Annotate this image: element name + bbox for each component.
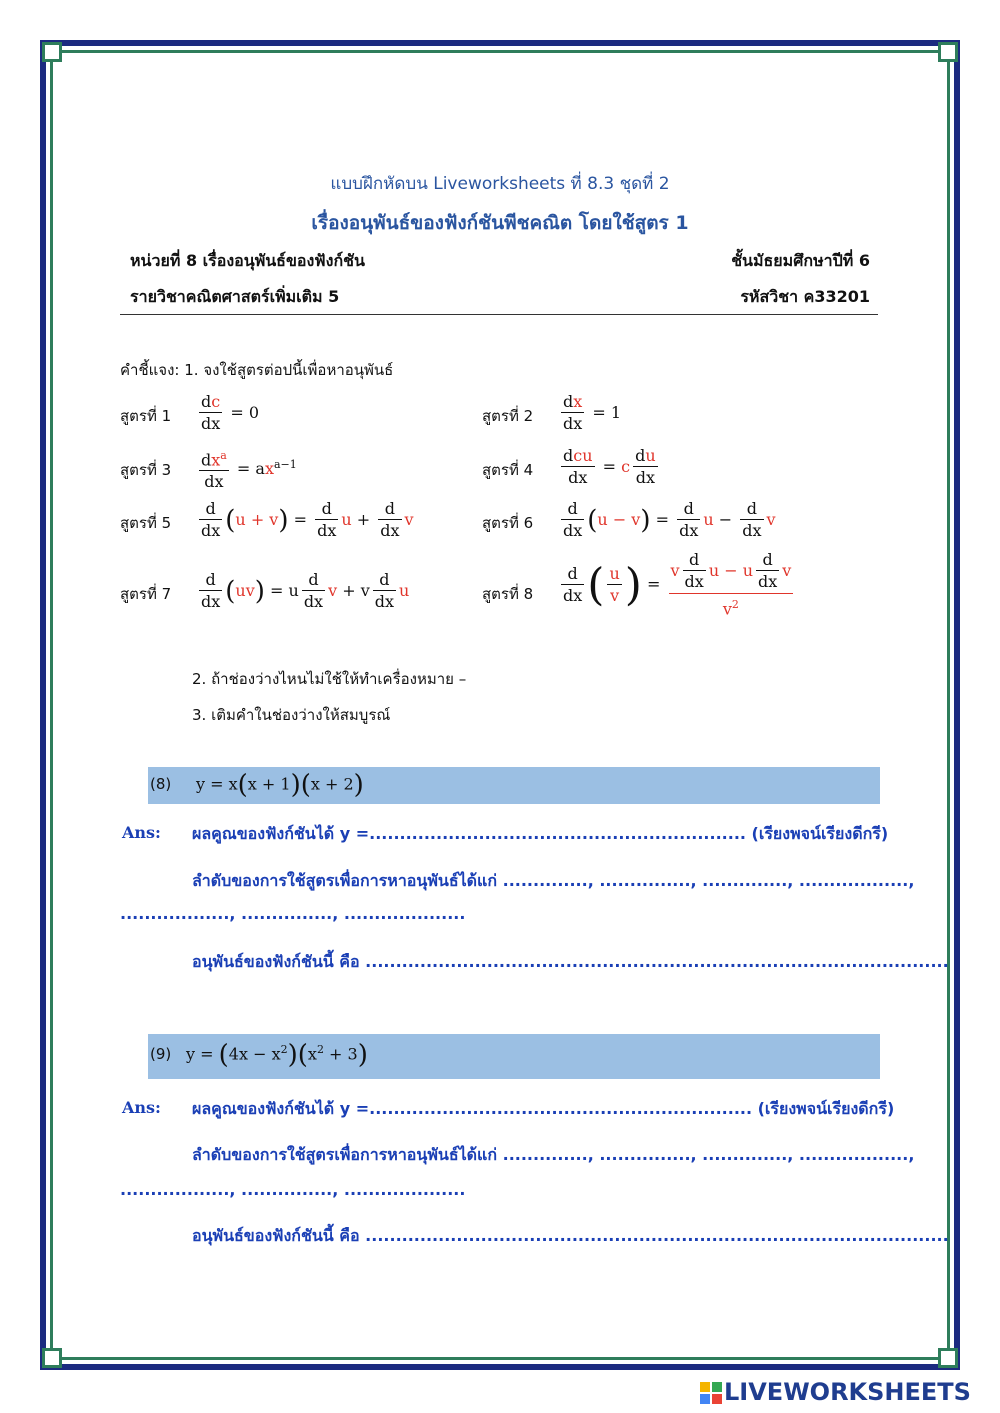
grade-label: ชั้นมัธยมศึกษาปีที่ 6 bbox=[731, 251, 870, 270]
problem-9-derivative-line[interactable]: อนุพันธ์ของฟังก์ชันนี้ คือ ................................................................................................ bbox=[192, 1226, 949, 1245]
subject-label: รายวิชาคณิตศาสตร์เพิ่มเติม 5 bbox=[130, 287, 340, 306]
instruction-item-3: 3. เติมคำในช่องว่างให้สมบูรณ์ bbox=[192, 706, 391, 724]
formula-2: $\frac{dx}{dx}$ = 1 bbox=[563, 392, 622, 433]
problem-9-product-line[interactable]: ผลคูณของฟังก์ชันได้ y =............................................................... (เรียงพจน์เรียงดีกรี) bbox=[192, 1099, 895, 1118]
instruction-item-2: 2. ถ้าช่องว่างไหนไม่ใช้ให้ทำเครื่องหมาย – bbox=[192, 670, 467, 688]
formula-8: $\frac{d}{dx}$ ( $\frac{u}{v}$ ) = v $\frac{d}{dx}$ u − u $\frac{d}{dx}$ v $v^2$ bbox=[563, 550, 792, 619]
course-code: รหัสวิชา ค33201 bbox=[740, 287, 870, 306]
problem-9-equation: $y = (4x - x^2)(x^2 + 3)$ bbox=[186, 1040, 368, 1070]
liveworksheets-logo[interactable] bbox=[700, 1378, 996, 1408]
header-divider bbox=[120, 314, 878, 315]
liveworksheets-mark-icon bbox=[700, 1382, 722, 1404]
instructions-intro: คำชี้แจง: 1. จงใช้สูตรต่อปนี้เพื่อหาอนุพันธ์ bbox=[120, 361, 394, 379]
problem-8-product-line[interactable]: ผลคูณของฟังก์ชันได้ y =.............................................................. (เรียงพจน์เรียงดีกรี) bbox=[192, 824, 889, 843]
formula-7-label: สูตรที่ 7 bbox=[120, 585, 172, 603]
problem-9-number: (9) bbox=[150, 1045, 172, 1063]
problem-9-ans-label: Ans: bbox=[122, 1098, 161, 1117]
formula-6: $\frac{d}{dx}$ (u − v) = $\frac{d}{dx}$ u − $\frac{d}{dx}$ v bbox=[563, 499, 776, 540]
logo-text: LIVEWORKSHEETS bbox=[724, 1378, 971, 1406]
unit-label: หน่วยที่ 8 เรื่องอนุพันธ์ของฟังก์ชัน bbox=[130, 251, 365, 270]
formula-7: $\frac{d}{dx}$ (uv) = u $\frac{d}{dx}$ v + v $\frac{d}{dx}$ u bbox=[201, 570, 410, 611]
border-corner bbox=[42, 1348, 62, 1368]
formula-3: $\frac{dx^a}{dx}$ = $ax^{a-1}$ bbox=[201, 449, 297, 492]
formula-3-label: สูตรที่ 3 bbox=[120, 461, 172, 479]
formula-4: $\frac{\text{dcu}}{dx}$ = c $\frac{du}{dx}$ bbox=[563, 446, 656, 487]
problem-8-equation: y = x(x + 1)(x + 2) bbox=[196, 770, 364, 800]
formula-4-label: สูตรที่ 4 bbox=[482, 461, 534, 479]
formula-5-label: สูตรที่ 5 bbox=[120, 514, 172, 532]
problem-8-order-continued[interactable]: .................., ..............., .................... bbox=[120, 904, 466, 923]
problem-8-ans-label: Ans: bbox=[122, 823, 161, 842]
formula-6-label: สูตรที่ 6 bbox=[482, 514, 534, 532]
formula-8-label: สูตรที่ 8 bbox=[482, 585, 534, 603]
worksheet-subtitle: เรื่องอนุพันธ์ของฟังก์ชันพีชคณิต โดยใช้สูตร 1 bbox=[311, 212, 689, 234]
border-corner bbox=[938, 1348, 958, 1368]
problem-9-order-line[interactable]: ลำดับของการใช้สูตรเพื่อการหาอนุพันธ์ได้แก่ .............., ..............., .............., .................., bbox=[192, 1145, 915, 1164]
formula-1-label: สูตรที่ 1 bbox=[120, 407, 172, 425]
problem-8-derivative-line[interactable]: อนุพันธ์ของฟังก์ชันนี้ คือ ................................................................................................ bbox=[192, 952, 949, 971]
border-corner bbox=[938, 42, 958, 62]
formula-2-label: สูตรที่ 2 bbox=[482, 407, 534, 425]
problem-8-order-line[interactable]: ลำดับของการใช้สูตรเพื่อการหาอนุพันธ์ได้แก่ .............., ..............., .............., .................., bbox=[192, 871, 915, 890]
formula-1: $\frac{dc}{dx}$ = 0 bbox=[201, 392, 260, 433]
border-corner bbox=[42, 42, 62, 62]
problem-9-order-continued[interactable]: .................., ..............., .................... bbox=[120, 1180, 466, 1199]
worksheet-title: แบบฝึกหัดบน Liveworksheets ที่ 8.3 ชุดที่ 2 bbox=[330, 174, 670, 194]
problem-8-number: (8) bbox=[150, 775, 172, 793]
formula-5: $\frac{d}{dx}$ (u + v) = $\frac{d}{dx}$ u + $\frac{d}{dx}$ v bbox=[201, 499, 414, 540]
